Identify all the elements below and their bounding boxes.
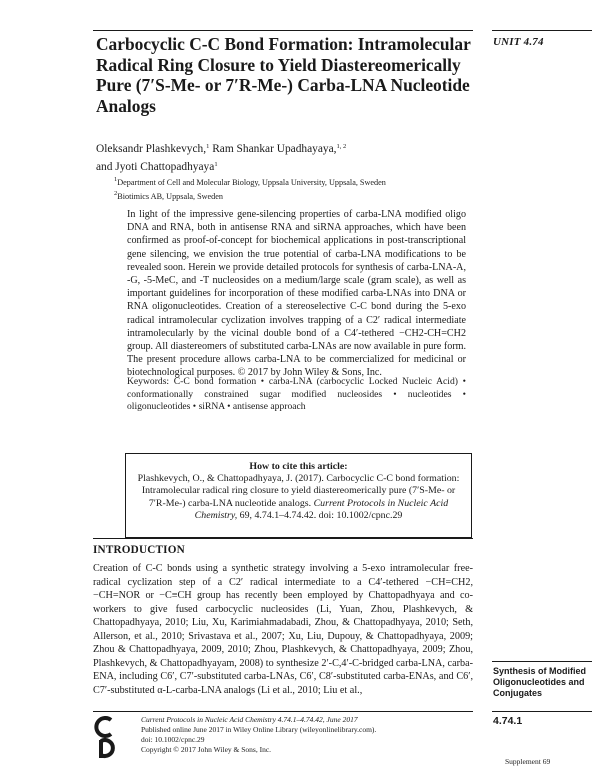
author-name: Ram Shankar Upadhayaya, — [209, 143, 337, 155]
abstract: In light of the impressive gene-silencing properties of carba-LNA modified oligo DNA and RNA, both in antisense RNA and siRNA approaches, which have been confirmed as proof-of-concept for biochemical applications in post-transcriptional gene silencing, we envision the true potential of carba-LNA modifications to be revealed soon. Herein we provide detailed protocols for synthesis of carba-LNA-A, -G, -5-MeC, and -T nucleosides on a medium/large scale (gram scale), as well as important guidelines for incorporation of these modified carba-LNAs into DNA or RNA oligonucleotides. Creation of a stereoselective C-C bond during the 5-exo radical intramolecular cyclization involves trapping of a C2′ radical intermediate intramolecularly by the vicinal double bond of a C4′-tethered −CH2-CH=CH2 group. All diastereomers of substituted carba-LNAs are now available in pure form. The present procedure allows carba-LNA to be commercialized for medicinal or biotechnological purposes. © 2017 by John Wiley & Sons, Inc. — [127, 209, 466, 379]
footer-rule — [93, 711, 473, 712]
author-name: Oleksandr Plashkevych, — [96, 143, 207, 155]
page-number: 4.74.1 — [493, 715, 523, 727]
footer-copyright: Copyright © 2017 John Wiley & Sons, Inc. — [141, 745, 272, 754]
affiliation-line: $^2$Biotimics AB, Uppsala, Sweden — [114, 189, 223, 201]
article-title: Carbocyclic C-C Bond Formation: Intramolecular Radical Ring Closure to Yield Diastereomerically Pure (7′S-Me- or 7′R-Me-) Carba-LNA Nucleotide Analogs — [96, 34, 471, 116]
affiliation-line: $^1$Department of Cell and Molecular Biology, Uppsala University, Uppsala, Sweden — [114, 176, 386, 187]
affiliations — [114, 175, 474, 202]
citation-box — [125, 453, 472, 538]
sidebar-rule — [492, 661, 592, 662]
author-name: and Jyoti Chattopadhyaya — [96, 161, 215, 173]
citation-text: Plashkevych, O., & Chattopadhyaya, J. (2017). Carbocyclic C-C bond formation: Intramolecular radical ring closure to yield diastereomerically pure (7′S-Me- or 7′R-Me-) carba-LNA nucleotide analogs. Current Protocols in Nucleic Acid Chemistry, 69, 4.74.1–4.74.42. doi: 10.1002/cpnc.29 — [137, 473, 460, 522]
citation-heading: How to cite this article: — [249, 461, 348, 472]
footer-info — [141, 715, 461, 755]
footer-published: Published online June 2017 in Wiley Online Library (wileyonlinelibrary.com). — [141, 725, 377, 734]
keywords: Keywords: C-C bond formation • carba-LNA (carbocyclic Locked Nucleic Acid) • conformationally constrained sugar modified nucleosides • nucleotides • oligonucleotides • siRNA • antisense approach — [127, 376, 466, 413]
section-heading: INTRODUCTION — [93, 544, 185, 556]
cp-logo-icon — [93, 716, 121, 760]
citation-journal: Current Protocols in Nucleic Acid Chemistry, — [194, 497, 449, 522]
affiliation-marker: 1 — [214, 161, 218, 168]
unit-label: UNIT 4.74 — [493, 36, 544, 48]
top-rule-main — [93, 30, 473, 31]
intro-paragraph: Creation of C-C bonds using a synthetic strategy involving a 5-exo intramolecular free-radical cyclization step of a C2′ radical intermediate to a C4′-tethered −CH=CH2, −CH=NOR or −C≡CH group has recently been employed by Chattopadhyaya and co-workers to give fused carbocyclic nucleosides (Li, Yuan, Zhou, Plashkevych, & Chattopadhyaya, 2010; Liu, Xu, Karimiahmadabadi, Zhou, & Chattopadhyaya, 2010; Seth, Allerson, et al., 2010; Srivastava et al., 2007; Xu, Liu, Dupouy, & Chattopadhyaya, 2009; Zhou & Chattopadhyaya, 2009, 2010; Zhou, Plashkevych, & Chattopadhyaya, 2009; Zhou, Plashkevych, & Chattopadhyayam, 2008) to synthesize 2′-C,4′-C-bridged carba-LNA, carba-ENA, including C6′, C7′-substituted carba-LNAs, C6′, C8′-substituted carba-ENAs, and C6′, C7′-substituted α-L-carba-LNA analogs (Li et al., 2010; Liu et al., — [93, 563, 473, 696]
author-list — [96, 139, 476, 175]
supplement-label: Supplement 69 — [505, 757, 551, 766]
sidebar-section-label: Synthesis of Modified Oligonucleotides and Conjugates — [493, 666, 587, 698]
affiliation-marker: 1, 2 — [336, 143, 347, 150]
top-rule-side — [492, 30, 592, 31]
affiliation-marker: 1 — [206, 143, 210, 150]
footer-doi: doi: 10.1002/cpnc.29 — [141, 735, 205, 744]
footer-rule-side — [492, 711, 592, 712]
footer-journal: Current Protocols in Nucleic Acid Chemistry 4.74.1–4.74.42, June 2017 — [141, 715, 358, 724]
intro-rule — [93, 538, 473, 539]
